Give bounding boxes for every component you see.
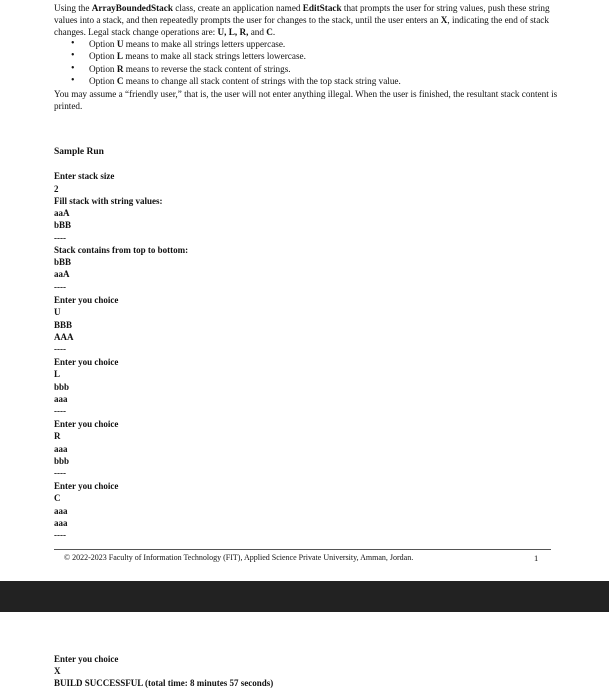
options-list <box>54 38 564 88</box>
output-line: C <box>54 493 61 503</box>
output-line: bBB <box>54 257 72 267</box>
app-name: EditStack <box>302 3 342 13</box>
output-line: Enter you choice <box>54 481 119 491</box>
footer-divider <box>54 549 551 550</box>
option-prefix: Option <box>89 63 117 74</box>
option-letter: C <box>116 76 124 87</box>
friendly-user-note: You may assume a “friendly user,” that is, the user will not enter anything illegal. When the user is finished, the resultant stack content is printed. <box>54 88 558 111</box>
intro-paragraph <box>54 2 564 38</box>
option-letter: U <box>116 39 124 49</box>
option-letter: R <box>116 63 124 74</box>
output-line: X <box>54 666 61 676</box>
intro-text: and <box>248 27 267 37</box>
option-description: means to reverse the stack content of strings. <box>123 63 291 74</box>
option-description: means to make all stack strings letters lowercase. <box>122 51 306 62</box>
output-line: Enter you choice <box>54 295 119 305</box>
option-item <box>89 50 564 62</box>
output-line: Enter you choice <box>54 654 119 664</box>
intro-text: class, create an application named <box>172 3 303 13</box>
option-prefix: Option <box>89 51 117 62</box>
separator-line: ---- <box>54 406 66 416</box>
output-line: aaA <box>54 269 70 279</box>
page-number: 1 <box>534 553 539 563</box>
option-letter: L <box>116 51 123 62</box>
output-line: Stack contains from top to bottom: <box>54 245 189 255</box>
intro-text: . <box>272 27 276 37</box>
option-item <box>89 75 564 87</box>
intro-text: Using the <box>54 3 92 13</box>
operations-list: U, L, R, <box>217 27 249 37</box>
output-line: bbb <box>54 456 70 466</box>
output-line: BBB <box>54 320 73 330</box>
separator-line: ---- <box>54 530 66 540</box>
copyright-footer: © 2022-2023 Faculty of Information Technology (FIT), Applied Science Private University, Amman, Jordan. <box>64 553 414 562</box>
output-line: aaa <box>54 394 68 404</box>
output-line: U <box>54 307 61 317</box>
exit-letter: X <box>440 15 448 25</box>
output-line: bBB <box>54 220 72 230</box>
intro-text: that prompts the user for string values, push these string values into a stack, and then repeatedly prompts the user for changes to the stack, until the user enters an <box>54 3 550 25</box>
operation-c: C <box>266 27 273 37</box>
option-prefix: Option <box>89 39 117 49</box>
option-description: means to change all stack content of strings with the top stack string value. <box>123 76 401 87</box>
class-name: ArrayBoundedStack <box>91 3 173 13</box>
output-line: Fill stack with string values: <box>54 196 163 206</box>
build-status-line: BUILD SUCCESSFUL (total time: 8 minutes 57 seconds) <box>54 678 274 688</box>
output-line: aaa <box>54 518 68 528</box>
output-line: Enter you choice <box>54 357 119 367</box>
output-line: Enter stack size <box>54 171 115 181</box>
option-description: means to make all strings letters uppercase. <box>123 39 286 49</box>
sample-run-heading: Sample Run <box>54 147 104 157</box>
output-line: L <box>54 369 61 379</box>
option-item <box>89 38 564 50</box>
option-item <box>89 63 564 75</box>
intro-text: , indicating the end of stack changes. Legal stack change operations are: <box>54 15 549 37</box>
output-line: aaa <box>54 444 68 454</box>
separator-line: ---- <box>54 233 66 243</box>
document-page-2 <box>0 612 609 700</box>
output-line: Enter you choice <box>54 419 119 429</box>
output-line: 2 <box>54 184 59 194</box>
output-line: AAA <box>54 332 74 342</box>
output-line: aaa <box>54 506 68 516</box>
output-line: bbb <box>54 382 70 392</box>
assignment-description <box>54 2 564 112</box>
option-prefix: Option <box>89 76 117 87</box>
separator-line: ---- <box>54 468 66 478</box>
separator-line: ---- <box>54 344 66 354</box>
output-line: aaA <box>54 208 70 218</box>
separator-line: ---- <box>54 282 66 292</box>
output-line: R <box>54 431 61 441</box>
